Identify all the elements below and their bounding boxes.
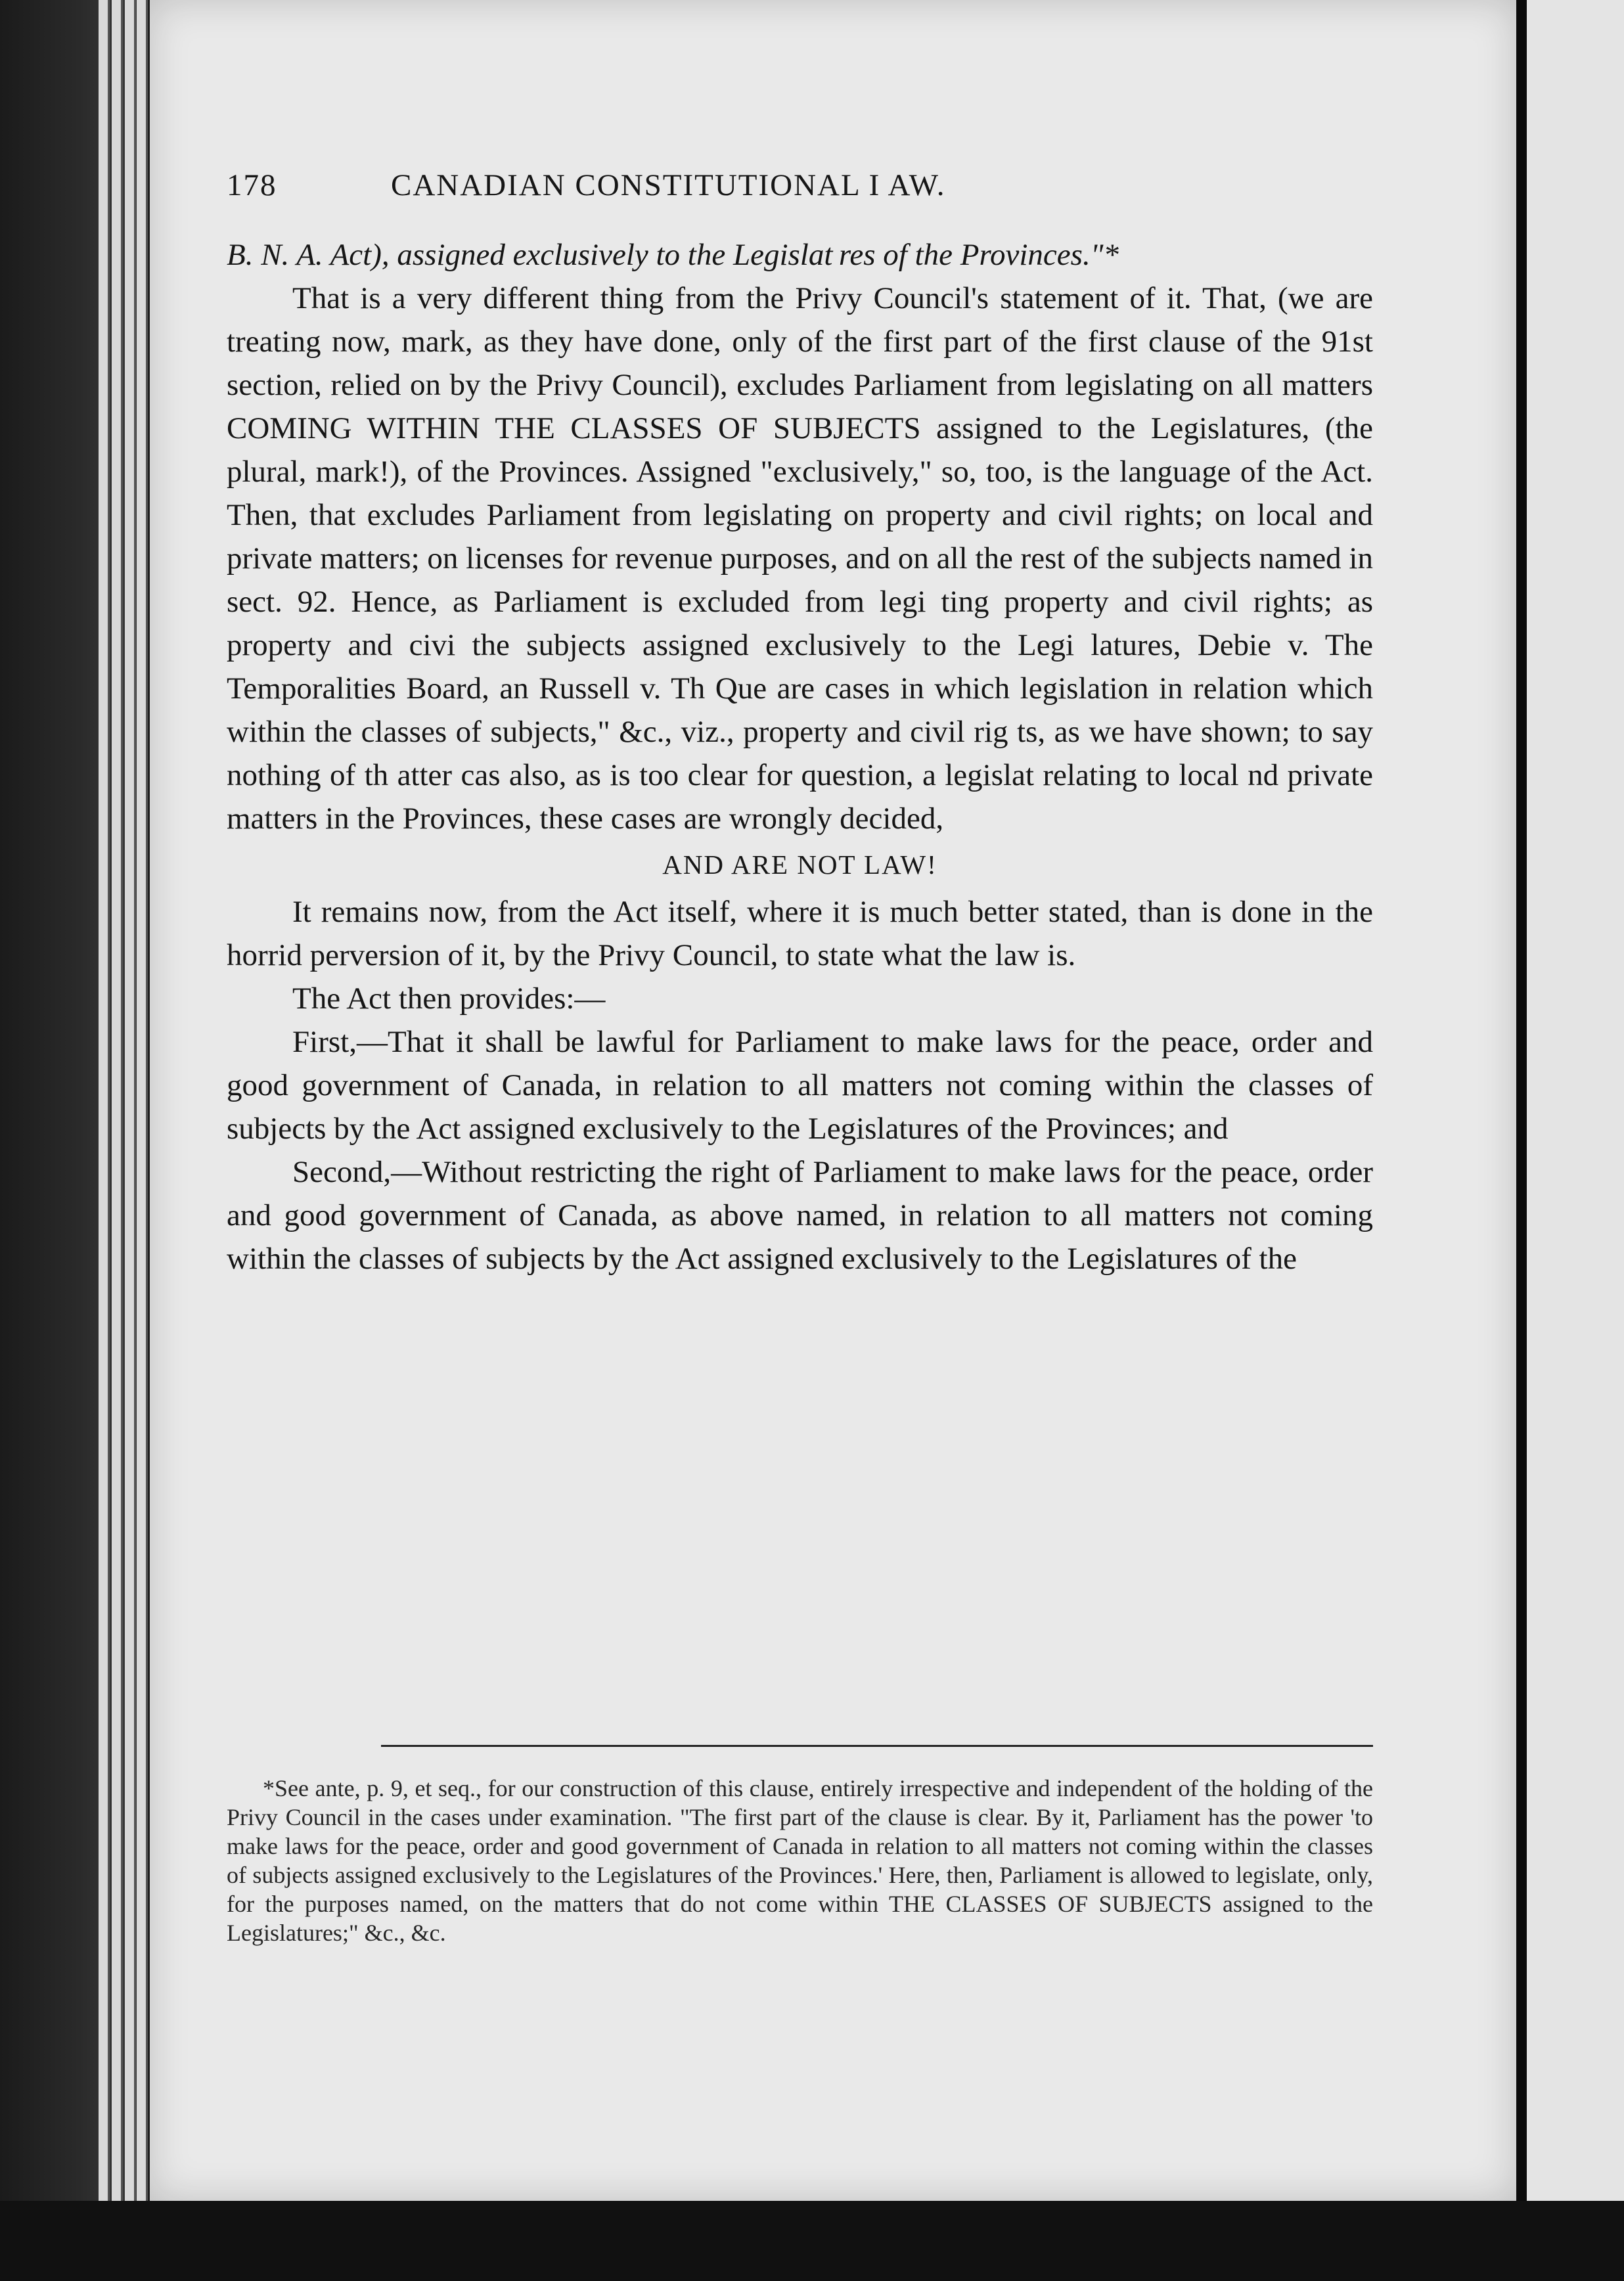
page-edge — [137, 0, 148, 2222]
body-text — [227, 233, 1373, 1280]
footnote-rule — [381, 1745, 1373, 1747]
paragraph: B. N. A. Act), assigned exclusively to the Legislat res of the Provinces."* — [227, 238, 1119, 272]
facing-page-edge — [1527, 0, 1624, 2234]
footnote — [227, 1774, 1373, 1947]
page-header — [227, 168, 1373, 214]
footnote-text: *See ante, p. 9, et seq., for our construction of this clause, entirely irrespective and independent of the holding of the Privy Council in the cases under examination. "The first part of the clause is clear. By it, Parliament has the power 'to make laws for the peace, order and good government of Canada in relation to all matters not coming within the classes of subjects assigned exclusively to the Legislatures of the Provinces.' Here, then, Parliament is allowed to legislate, only, for the purposes named, on the matters that do not come within THE CLASSES OF SUBJECTS assigned to the Legislatures;" &c., &c. — [227, 1775, 1373, 1946]
scan-border — [0, 2201, 1624, 2281]
page-edge — [99, 0, 110, 2222]
paragraph: That is a very different thing from the Privy Council's statement of it. That, (we are treating now, mark, as they have done, only of the first part of the first clause of the 91st section, relied on by the Privy Council), excludes Parliament from legislating on all matters COMING WITHIN THE CLASSES OF SUBJECTS assigned to the Legislatures, (the plural, mark!), of the Provinces. Assigned "exclusively," so, too, is the language of the Act. Then, that excludes Parliament from legislating on property and civil rights; on local and private matters; on licenses for revenue purposes, and on all the rest of the subjects named in sect. 92. Hence, as Parliament is excluded from legi ting property and civil rights; as property and civi the subjects assigned exclusively to the Legi latures, Debie v. The Temporalities Board, an Russell v. Th Que are cases in which legislation in relation which within the classes of subjects," &c., viz., property and civil rig ts, as we have shown; to say nothing of th atter cas also, as is too clear for question, a legislat relating to local nd private matters in the Provinces, these cases are wrongly decided, — [227, 281, 1373, 836]
page-number: 178 — [227, 168, 277, 202]
running-head: CANADIAN CONSTITUTIONAL I AW. — [391, 168, 946, 202]
paragraph: The Act then provides:— — [292, 982, 606, 1016]
centered-heading: AND ARE NOT LAW! — [662, 849, 937, 880]
page-edge — [112, 0, 123, 2222]
page-gutter — [1516, 0, 1527, 2281]
page-edge — [125, 0, 136, 2222]
paragraph: It remains now, from the Act itself, where it is much better stated, than is done in the horrid perversion of it, by the Privy Council, to state what the law is. — [227, 895, 1373, 972]
paragraph: Second,—Without restricting the right of Parliament to make laws for the peace, order and good government of Canada, as above named, in relation to all matters not coming within the classes of subjects by the Act assigned exclusively to the Legislatures of the — [227, 1155, 1373, 1276]
paragraph: First,—That it shall be lawful for Parliament to make laws for the peace, order and good government of Canada, in relation to all matters not coming within the classes of subjects by the Act assigned exclusively to the Legislatures of the Provinces; and — [227, 1025, 1373, 1146]
